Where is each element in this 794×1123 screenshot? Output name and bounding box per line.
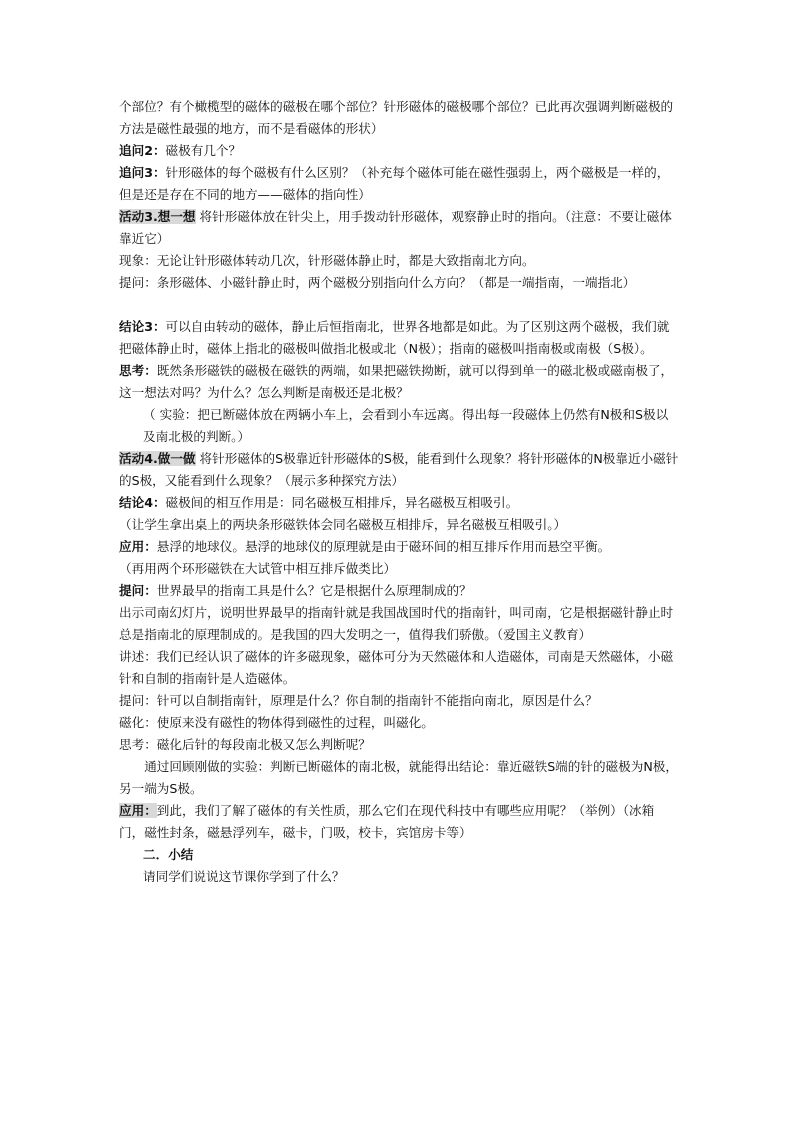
paragraph-followup-2 [119,140,679,162]
paragraph-application-2 [119,800,679,844]
paragraph-review [119,756,679,800]
paragraph-activity-3 [119,206,679,250]
document-body [119,96,679,888]
paragraph-magnetization [119,712,679,734]
question-2-label: 提问： [119,583,157,598]
conclusion-4-label: 结论4： [119,495,166,510]
paragraph-experiment-1 [119,404,679,448]
question-3-text: 提问：针可以自制指南针，原理是什么？你自制的指南针不能指向南北，原因是什么？ [119,693,598,708]
activity-3-label: 活动3.想一想 [119,209,196,224]
application-1-note-text: （再用两个环形磁铁在大试管中相互排斥做类比） [119,561,397,576]
lecture-text: 讲述：我们已经认识了磁体的许多磁现象，磁体可分为天然磁体和人造磁体，司南是天然磁体，小磁针和自制的指南针是人造磁体。 [119,649,674,686]
review-text: 通过回顾刚做的实验：判断已断磁体的南北极，就能得出结论：靠近磁铁S端的针的磁极为N极，另一端为S极。 [119,759,678,796]
application-2-label: 应用： [119,803,157,818]
followup-2-label: 追问2： [119,143,166,158]
slide-text: 出示司南幻灯片，说明世界最早的指南针就是我国战国时代的指南针，叫司南，它是根据磁针静止时总是指南北的原理制成的。是我国的四大发明之一，值得我们骄傲。（爱国主义教育） [119,605,674,642]
section-summary-title [119,844,679,866]
activity-4-label: 活动4.做一做 [119,451,196,466]
paragraph-think-2 [119,734,679,756]
paragraph-question-2 [119,580,679,602]
magnetization-text: 磁化：使原来没有磁性的物体得到磁性的过程，叫磁化。 [119,715,434,730]
experiment-1-text: （ 实验：把已断磁体放在两辆小车上，会看到小车远离。得出每一段磁体上仍然有N极和S极以及南北极的判断。） [143,407,669,444]
blank-line [119,294,679,316]
paragraph-question-1 [119,272,679,294]
paragraph-activity-4 [119,448,679,492]
question-2-text: 世界最早的指南工具是什么？它是根据什么原理制成的？ [156,583,472,598]
conclusion-4-text: 磁极间的相互作用是：同名磁极互相排斥，异名磁极互相吸引。 [165,495,519,510]
phenomenon-text: 现象：无论让针形磁体转动几次，针形磁体静止时，都是大致指南北方向。 [119,253,535,268]
paragraph-phenomenon [119,250,679,272]
think-1-label: 思考： [119,363,157,378]
application-1-label: 应用： [119,539,157,554]
paragraph-conclusion-3 [119,316,679,360]
followup-3-text: 针形磁体的每个磁极有什么区别？（补充每个磁体可能在磁性强弱上，两个磁极是一样的，但是还是存在不同的地方——磁体的指向性） [119,165,670,202]
followup-3-label: 追问3： [119,165,166,180]
paragraph-followup-3 [119,162,679,206]
application-2-text: 到此，我们了解了磁体的有关性质，那么它们在现代科技中有哪些应用呢？（举例）（冰箱门，磁性封条，磁悬浮列车，磁卡，门吸，校卡，宾馆房卡等） [119,803,655,840]
question-1-text: 提问：条形磁体、小磁针静止时，两个磁极分别指向什么方向？（都是一端指南，一端指北） [119,275,636,290]
followup-2-text: 磁极有几个？ [165,143,242,158]
activity-4-text: 将针形磁体的S极靠近针形磁体的S极，能看到什么现象？将针形磁体的N极靠近小磁针的S极，又能看到什么现象？（展示多种探究方法） [119,451,679,488]
paragraph-conclusion-4 [119,492,679,514]
activity-3-text: 将针形磁体放在针尖上，用手拨动针形磁体，观察静止时的指向。（注意：不要让磁体靠近它） [119,209,672,246]
paragraph-conclusion-4-note [119,514,679,536]
paragraph-summary-question [119,866,679,888]
paragraph-application-1-note [119,558,679,580]
paragraph-slide [119,602,679,646]
paragraph-application-1 [119,536,679,558]
conclusion-3-text: 可以自由转动的磁体，静止后恒指南北，世界各地都是如此。为了区别这两个磁极，我们就把磁体静止时，磁体上指北的磁极叫做指北极或北（N极）；指南的磁极叫指南极或南极（S极）。 [119,319,670,356]
conclusion-3-label: 结论3： [119,319,166,334]
conclusion-4-note-text: （让学生拿出桌上的两块条形磁铁体会同名磁极互相排斥，异名磁极互相吸引。） [119,517,567,532]
paragraph-question-3 [119,690,679,712]
paragraph-think-1 [119,360,679,404]
think-1-text: 既然条形磁铁的磁极在磁铁的两端，如果把磁铁拗断，就可以得到单一的磁北极或磁南极了，这一想法对吗？为什么？怎么判断是南极还是北极？ [119,363,674,400]
paragraph-lecture [119,646,679,690]
summary-title: 二．小结 [143,847,194,862]
think-2-text: 思考：磁化后针的每段南北极又怎么判断呢？ [119,737,371,752]
paragraph-magnet-pole-location [119,96,679,140]
summary-question: 请同学们说说这节课你学到了什么？ [143,869,345,884]
application-1-text: 悬浮的地球仪。悬浮的地球仪的原理就是由于磁环间的相互排斥作用而悬空平衡。 [156,539,611,554]
text: 个部位？有个橄榄型的磁体的磁极在哪个部位？针形磁体的磁极哪个部位？已此再次强调判断磁极的方法是磁性最强的地方，而不是看磁体的形状） [119,99,674,136]
